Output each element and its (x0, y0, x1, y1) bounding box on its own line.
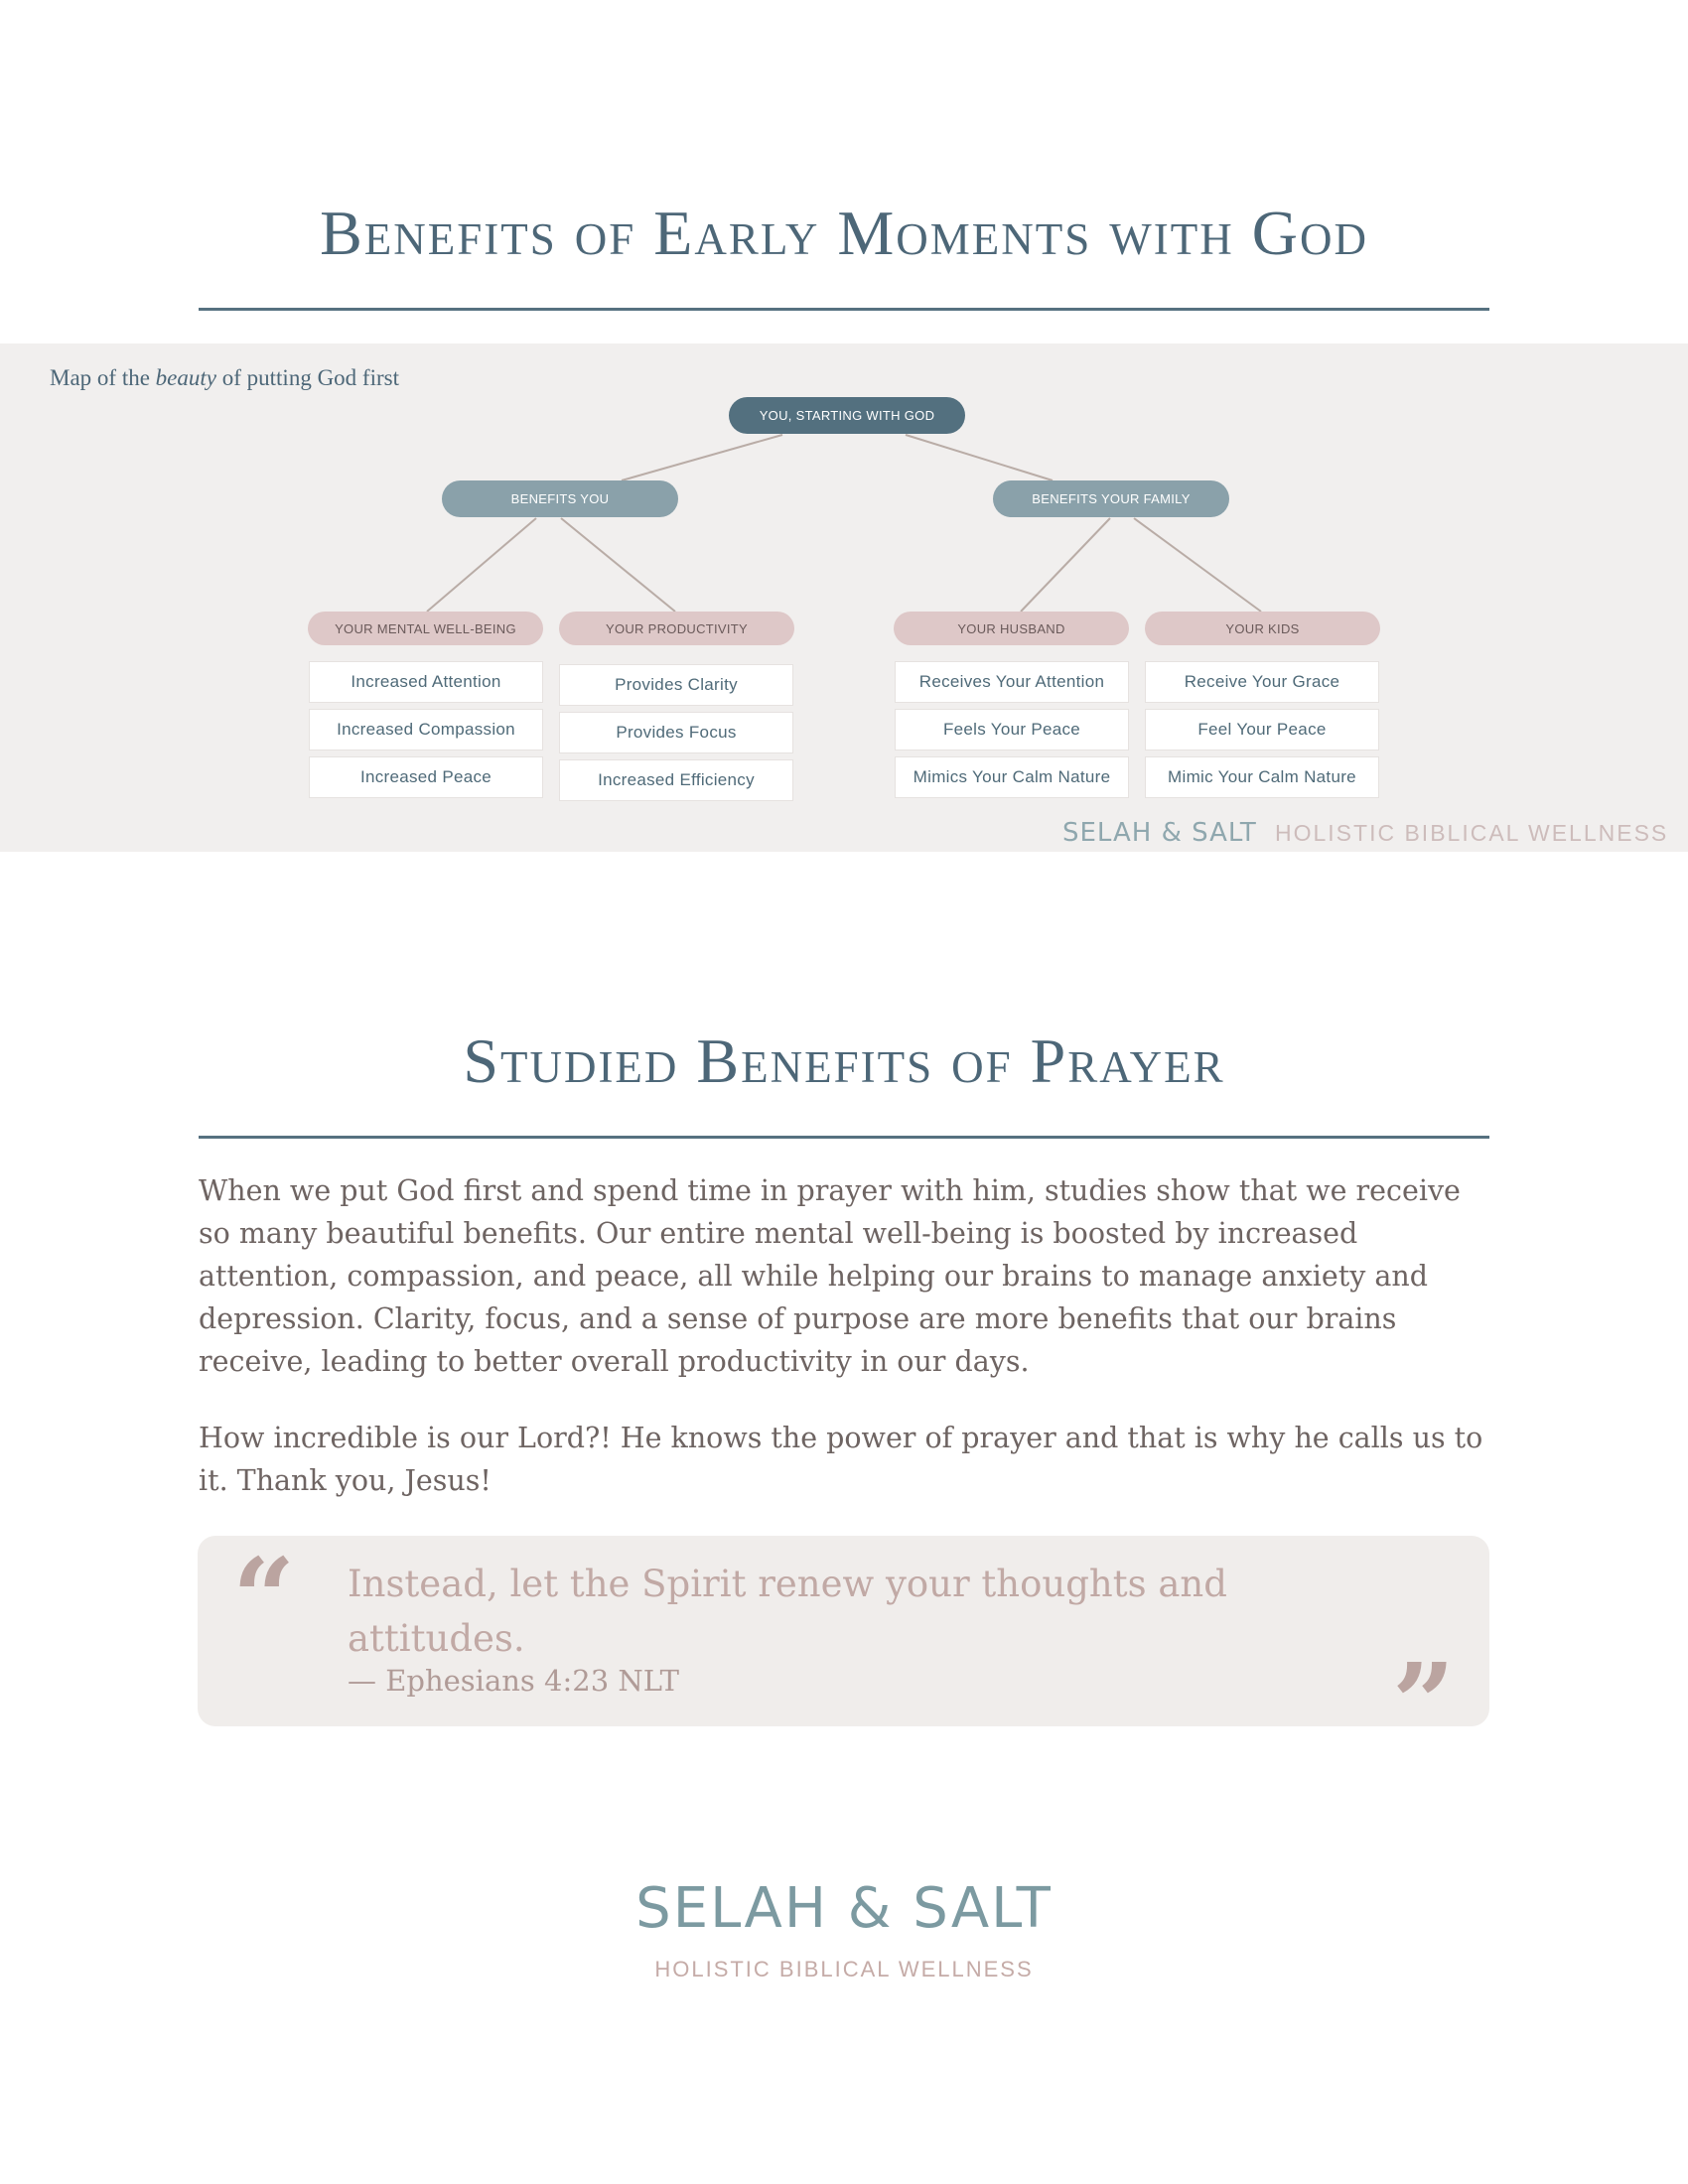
map-node-mental-wellbeing: YOUR MENTAL WELL-BEING (308, 612, 543, 645)
benefit-item: Receives Your Attention (895, 661, 1129, 703)
map-root-node: YOU, STARTING WITH GOD (729, 397, 965, 434)
section-divider (199, 1136, 1489, 1139)
benefit-item: Increased Peace (309, 756, 543, 798)
benefit-item: Increased Compassion (309, 709, 543, 751)
scripture-reference: — Ephesians 4:23 NLT (348, 1664, 679, 1698)
open-quote-icon: “ (232, 1534, 296, 1662)
caption-emphasis: beauty (155, 365, 216, 390)
connector-right-husband (1021, 518, 1110, 612)
connector-left-mental (427, 518, 536, 612)
body-paragraph: How incredible is our Lord?! He knows the power of prayer and that is why he calls us to it. Thank you, Jesus! (199, 1422, 1483, 1497)
benefit-item: Feel Your Peace (1145, 709, 1379, 751)
benefit-item: Increased Attention (309, 661, 543, 703)
connector-root-right (906, 435, 1053, 480)
map-brand-tagline: HOLISTIC BIBLICAL WELLNESS (1275, 820, 1669, 846)
map-node-benefits-family: BENEFITS YOUR FAMILY (993, 480, 1229, 517)
map-node-benefits-you: BENEFITS YOU (442, 480, 678, 517)
footer-tagline: HOLISTIC BIBLICAL WELLNESS (654, 1957, 1034, 1981)
body-paragraph: When we put God first and spend time in prayer with him, studies show that we receive so many beautiful benefits. Our entire mental well-being is boosted by increased attention, compassion, and peace, all while helping our brains to manage anxiety and depression. Clarity, focus, and a sense of purpose are more benefits that our brains receive, leading to better overall productivity in our days. (199, 1174, 1461, 1378)
map-node-husband: YOUR HUSBAND (894, 612, 1129, 645)
map-node-productivity: YOUR PRODUCTIVITY (559, 612, 794, 645)
connector-root-left (622, 435, 782, 480)
close-quote-icon: ” (1392, 1639, 1456, 1767)
section-title: Studied Benefits of Prayer (463, 1025, 1225, 1096)
footer-brand-logo: SELAH & SALT (635, 1876, 1053, 1941)
benefit-item: Increased Efficiency (559, 759, 793, 801)
map-node-kids: YOUR KIDS (1145, 612, 1380, 645)
page-title: Benefits of Early Moments with God (320, 198, 1368, 268)
benefit-item: Feels Your Peace (895, 709, 1129, 751)
caption-pre: Map of the (50, 365, 150, 390)
benefit-item: Mimic Your Calm Nature (1145, 756, 1379, 798)
connector-left-productivity (561, 518, 675, 612)
benefit-item: Receive Your Grace (1145, 661, 1379, 703)
scripture-quote-text: Instead, let the Spirit renew your thoughts and attitudes. (348, 1563, 1227, 1660)
benefit-item: Provides Focus (559, 712, 793, 753)
benefit-item: Provides Clarity (559, 664, 793, 706)
benefit-item: Mimics Your Calm Nature (895, 756, 1129, 798)
map-brand-logo: SELAH & SALT (1062, 818, 1257, 848)
title-divider (199, 308, 1489, 311)
caption-post: of putting God first (221, 365, 399, 390)
connector-right-kids (1134, 518, 1261, 612)
